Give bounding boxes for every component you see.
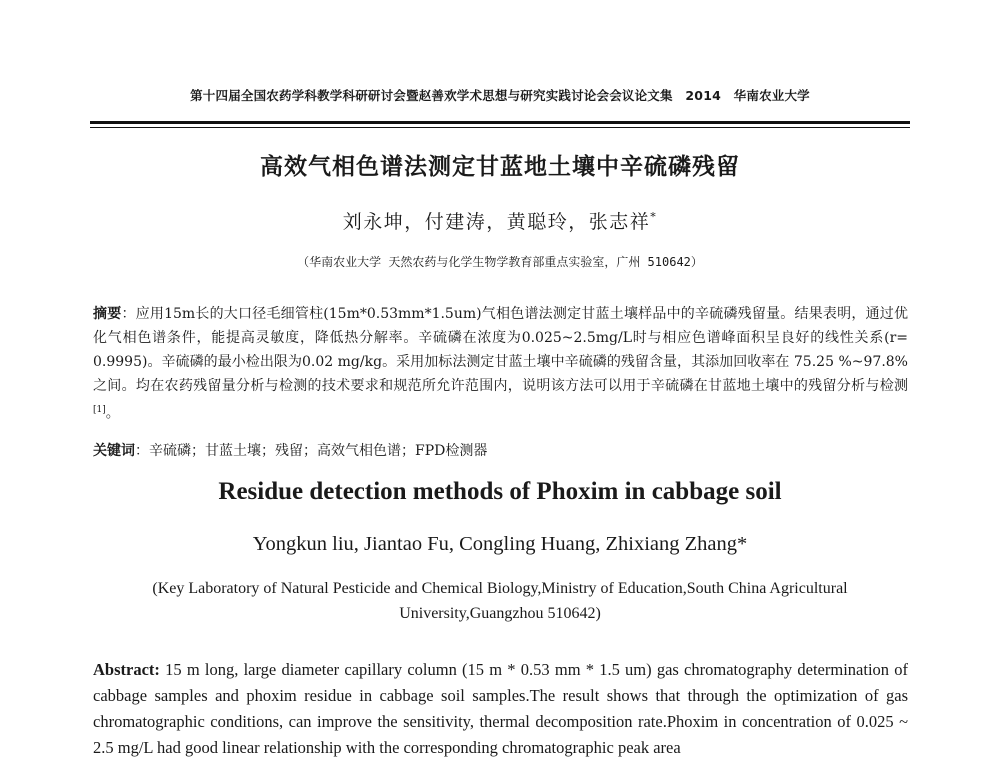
authors-chinese	[0, 207, 1000, 234]
abstract-label-english: Abstract:	[93, 660, 160, 679]
author-names-chinese: 刘永坤，付建涛，黄聪玲，张志祥	[342, 211, 651, 233]
header-rule-thick	[90, 121, 910, 124]
affiliation-chinese: （华南农业大学 天然农药与化学生物学教育部重点实验室，广州 510642）	[297, 255, 703, 269]
keywords-body-chinese: ：辛硫磷；甘蓝土壤；残留；高效气相色谱；FPD检测器	[135, 443, 488, 459]
proceedings-header: 第十四届全国农药学科教学科研研讨会暨赵善欢学术思想与研究实践讨论会会议论文集 2014 华南农业大学	[190, 88, 810, 103]
abstract-label-chinese: 摘要	[93, 306, 122, 322]
abstract-body-chinese: ：应用15m长的大口径毛细管柱(15m*0.53mm*1.5um)气相色谱法测定甘蓝土壤样品中的辛硫磷残留量。结果表明，通过优化气相色谱条件，能提高灵敏度，降低热分解率。辛硫磷在浓度为0.025~2.5mg/L时与相应色谱峰面积呈良好的线性关系(r= 0.9995)。辛硫磷的最小检出限为0.02 mg/kg。采用加标法测定甘蓝土壤中辛硫磷的残留含量，其添加回收率在 75.25 %~97.8%之间。均在农药残留量分析与检测的技术要求和规范所允许范围内，说明该方法可以用于辛硫磷在甘蓝地土壤中的残留分析与检测	[93, 306, 909, 394]
abstract-end-chinese: 。	[105, 405, 120, 422]
abstract-english	[93, 657, 908, 761]
keywords-chinese	[93, 440, 908, 462]
header-rule-thin	[90, 127, 910, 128]
corresponding-author-mark: *	[650, 210, 658, 224]
abstract-body-english: 15 m long, large diameter capillary column (15 m * 0.53 mm * 1.5 um) gas chromatography determination of cabbage samples and phoxim residue in cabbage soil samples.The result shows that through the optimization of gas chromatographic conditions, can improve the sensitivity, thermal decomposition rate.Phoxim in concentration of 0.025 ~ 2.5 mg/L had good linear relationship with the corresponding chromatographic peak area	[93, 660, 908, 757]
title-chinese: 高效气相色谱法测定甘蓝地土壤中辛硫磷残留	[260, 154, 740, 180]
title-english: Residue detection methods of Phoxim in cabbage soil	[218, 478, 782, 505]
reference-mark: [1]	[93, 405, 106, 415]
affiliation-english: (Key Laboratory of Natural Pesticide and Chemical Biology,Ministry of Education,South China Agricultural University,Guangzhou 510642)	[152, 580, 848, 622]
abstract-chinese	[93, 302, 908, 426]
keywords-label-chinese: 关键词	[93, 443, 135, 459]
authors-english: Yongkun liu, Jiantao Fu, Congling Huang, Zhixiang Zhang*	[252, 533, 748, 555]
